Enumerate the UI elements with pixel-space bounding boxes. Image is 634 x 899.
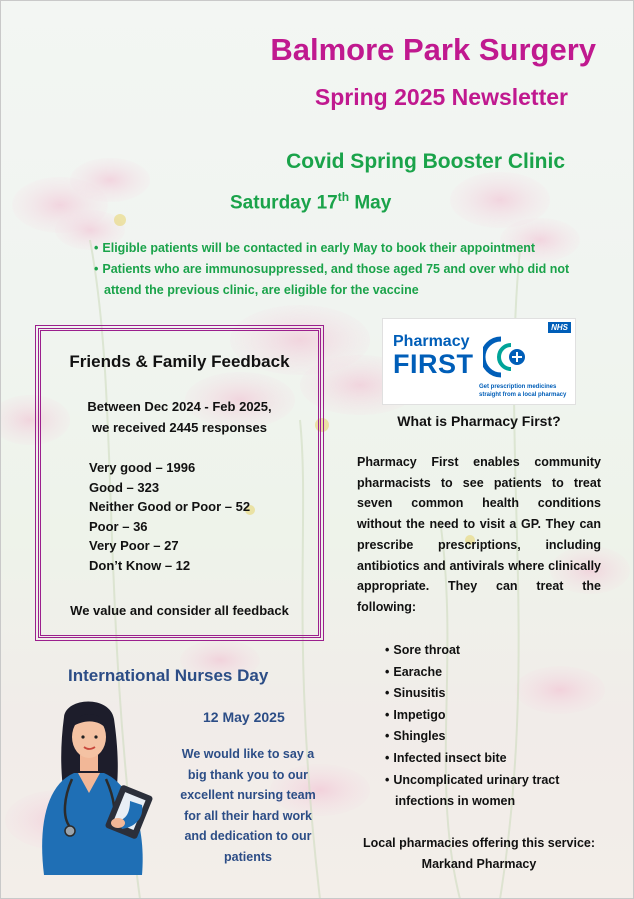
covid-bullet-list	[86, 238, 586, 301]
pharmacy-local	[340, 833, 618, 875]
pharmacy-condition: • Infected insect bite	[377, 748, 587, 770]
pharmacy-condition: • Sinusitis	[377, 683, 587, 705]
newsletter-title: Balmore Park Surgery	[270, 32, 596, 67]
feedback-results-list	[89, 458, 250, 575]
feedback-result: Don’t Know – 12	[89, 557, 191, 573]
feedback-result: Neither Good or Poor – 52	[89, 499, 251, 514]
pharmacy-condition: • Impetigo	[377, 705, 587, 727]
pharmacy-first-logo	[382, 318, 576, 405]
pharmacy-heading: What is Pharmacy First?	[397, 413, 561, 429]
feedback-intro	[38, 396, 321, 438]
pharmacy-first-symbol-icon	[483, 333, 531, 381]
nurses-day-date: 12 May 2025	[203, 709, 285, 725]
feedback-result: Poor – 36	[89, 518, 148, 534]
covid-date-suffix: May	[349, 192, 392, 214]
pharmacy-conditions-list	[377, 640, 587, 813]
pharmacy-logo-tagline	[479, 383, 566, 399]
feedback-result: Very Poor – 27	[89, 538, 179, 553]
pharmacy-condition: • Sore throat	[377, 640, 587, 662]
nurses-day-body: We would like to say a big thank you to our excellent nursing team for all their hard work and dedication to our patients	[180, 747, 316, 864]
feedback-footer: We value and consider all feedback	[70, 603, 289, 618]
nurses-day-heading: International Nurses Day	[68, 666, 269, 685]
newsletter-subtitle: Spring 2025 Newsletter	[314, 84, 568, 110]
pharmacy-condition: • Uncomplicated urinary tract infections in women	[377, 770, 587, 813]
pharmacy-body: Pharmacy First enables community pharmacists to see patients to treat seven common health conditions without the need to visit a GP. They can prescribe prescriptions, including antibiotics and antivirals where clinically appropriate. They can treat the following:	[357, 455, 601, 614]
pharmacy-condition: • Shingles	[377, 726, 587, 748]
nhs-logo-icon: NHS	[548, 322, 571, 333]
pharmacy-logo-word2: FIRST	[393, 349, 474, 379]
feedback-title: Friends & Family Feedback	[69, 352, 290, 371]
pharmacy-logo-tagline-line: Get prescription medicines	[479, 384, 557, 390]
pharmacy-local-name: Markand Pharmacy	[421, 857, 537, 871]
covid-date-prefix: Saturday 17	[230, 192, 338, 214]
pharmacy-condition: • Earache	[377, 662, 587, 684]
feedback-result: Good – 323	[89, 479, 160, 495]
feedback-intro-line: Between Dec 2024 - Feb 2025,	[87, 399, 272, 414]
covid-heading: Covid Spring Booster Clinic	[286, 150, 565, 173]
covid-bullet: • Patients who are immunosuppressed, and those aged 75 and over who did not attend the previous clinic, are eligible for the vaccine	[86, 259, 586, 301]
nurse-icon	[26, 697, 160, 875]
pharmacy-logo-tagline-line: straight from a local pharmacy	[479, 392, 567, 398]
pharmacy-local-label: Local pharmacies offering this service:	[362, 836, 596, 850]
pharmacy-logo-word1: Pharmacy	[393, 333, 470, 350]
covid-date-sup: th	[337, 190, 350, 204]
covid-bullet: • Eligible patients will be contacted in early May to book their appointment	[86, 238, 586, 259]
feedback-intro-line: we received 2445 responses	[92, 420, 267, 435]
feedback-result: Very good – 1996	[89, 460, 196, 475]
covid-date	[230, 190, 391, 214]
